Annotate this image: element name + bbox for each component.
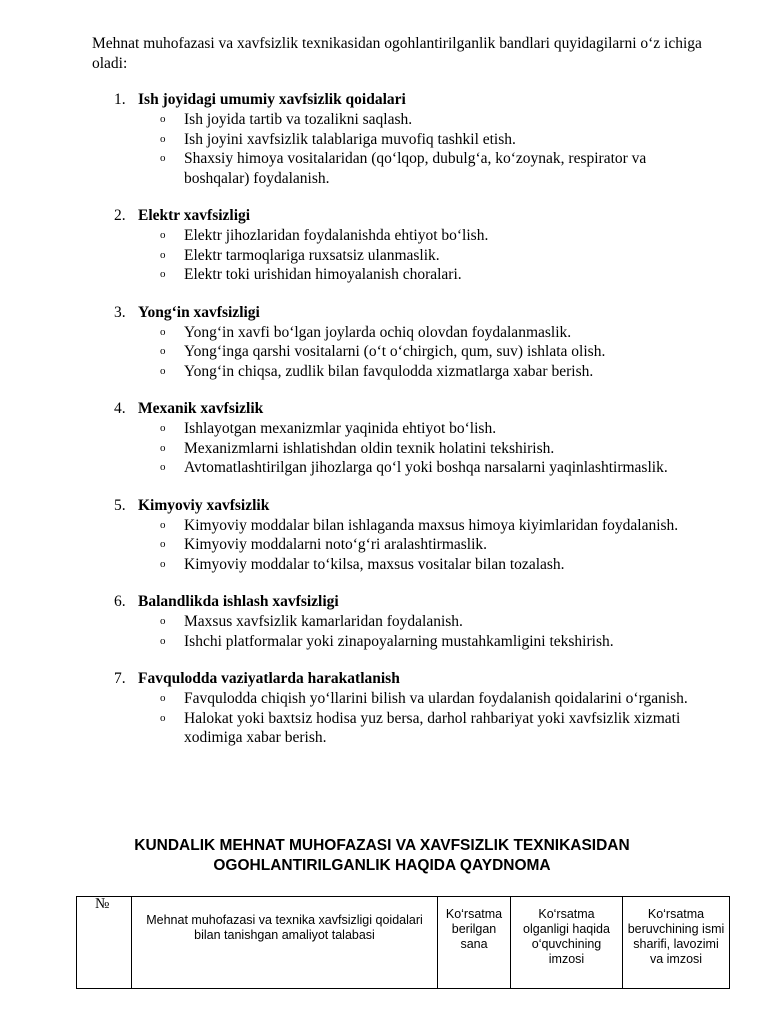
section-number: 6.	[114, 593, 126, 610]
bullet-icon: o	[160, 461, 166, 473]
rule-section	[0, 669, 768, 748]
section-number: 1.	[114, 91, 126, 108]
section-number: 3.	[114, 303, 126, 321]
list-item-text: Elektr toki urishidan himoyalanish choralari.	[184, 266, 462, 283]
list-item-text: Avtomatlashtirilgan jihozlarga qo‘l yoki boshqa narsalarni yaqinlashtirmaslik.	[184, 459, 668, 476]
section-number: 2.	[114, 207, 126, 224]
list-item-text: Kimyoviy moddalarni noto‘g‘ri aralashtirmaslik.	[184, 536, 488, 553]
section-title: Yong‘in xavfsizligi	[138, 303, 260, 321]
section-title: Ish joyidagi umumiy xavfsizlik qoidalari	[138, 91, 406, 108]
bullet-icon: o	[160, 441, 166, 454]
table-header-student-signature: Ko‘rsatma olganligi haqida o‘quvchining imzosi	[511, 897, 623, 989]
list-item-text: Ishchi platformalar yoki zinapoyalarning mustahkamligini tekshirish.	[184, 632, 614, 650]
bullet-icon: o	[160, 692, 166, 704]
section-heading	[0, 669, 768, 689]
bullet-icon: o	[160, 364, 166, 377]
section-heading	[0, 592, 768, 612]
section-heading	[0, 399, 768, 419]
rule-section	[0, 592, 768, 651]
list-item-text: Mexanizmlarni ishlatishdan oldin texnik holatini tekshirish.	[184, 439, 555, 457]
rules-list	[0, 90, 768, 766]
bullet-icon: o	[160, 268, 166, 280]
bullet-icon: o	[160, 325, 166, 338]
list-item	[0, 226, 714, 246]
bullet-icon: o	[160, 538, 166, 550]
bullet-icon: o	[160, 711, 166, 724]
list-item	[0, 458, 714, 478]
bullet-icon: o	[160, 113, 166, 125]
section-title: Kimyoviy xavfsizlik	[138, 496, 270, 514]
bullet-icon: o	[160, 634, 166, 647]
list-item-text: Elektr jihozlaridan foydalanishda ehtiyot bo‘lish.	[184, 227, 489, 244]
table-header-instructor: Ko‘rsatma beruvchining ismi sharifi, lavozimi va imzosi	[623, 897, 730, 989]
section-title: Elektr xavfsizligi	[138, 207, 251, 224]
list-item	[0, 246, 714, 266]
list-item-text: Maxsus xavfsizlik kamarlaridan foydalanish.	[184, 613, 463, 630]
bullet-icon: o	[160, 152, 166, 164]
list-item-text: Yong‘in xavfi bo‘lgan joylarda ochiq olovdan foydalanmaslik.	[184, 323, 572, 341]
list-item	[0, 110, 714, 130]
section-title: Favqulodda vaziyatlarda harakatlanish	[138, 670, 400, 687]
bullet-icon: o	[160, 248, 166, 261]
section-title: Mexanik xavfsizlik	[138, 400, 264, 417]
list-item	[0, 612, 714, 632]
rule-section	[0, 90, 768, 188]
list-item-text: Ishlayotgan mexanizmlar yaqinida ehtiyot bo‘lish.	[184, 420, 497, 437]
list-item	[0, 689, 714, 709]
list-item	[0, 149, 714, 188]
bullet-icon: o	[160, 345, 166, 357]
list-item-text: Shaxsiy himoya vositalaridan (qo‘lqop, dubulg‘a, ko‘zoynak, respirator va boshqalar) foydalanish.	[184, 150, 647, 187]
list-item	[0, 535, 714, 555]
table-header-row	[77, 897, 730, 989]
bullet-icon: o	[160, 615, 166, 627]
list-item-text: Kimyoviy moddalar to‘kilsa, maxsus vositalar bilan tozalash.	[184, 555, 565, 573]
list-item	[0, 439, 714, 459]
section-heading	[0, 496, 768, 516]
list-item	[0, 323, 714, 343]
list-item-text: Yong‘inga qarshi vositalarni (o‘t o‘chirgich, qum, suv) ishlata olish.	[184, 343, 606, 360]
section-number: 4.	[114, 400, 126, 417]
list-item	[0, 709, 714, 748]
list-item	[0, 265, 714, 285]
bullet-icon: o	[160, 229, 166, 241]
rule-section	[0, 399, 768, 478]
list-item	[0, 419, 714, 439]
bullet-icon: o	[160, 557, 166, 570]
list-item	[0, 516, 714, 536]
table-header-date: Ko‘rsatma berilgan sana	[438, 897, 511, 989]
briefing-log-table	[76, 896, 730, 989]
intro-paragraph: Mehnat muhofazasi va xavfsizlik texnikasidan ogohlantirilganlik bandlari quyidagilarni o‘z ichiga oladi:	[92, 35, 702, 72]
section-number: 5.	[114, 496, 126, 514]
list-item-text: Yong‘in chiqsa, zudlik bilan favqulodda xizmatlarga xabar berish.	[184, 362, 594, 380]
rule-section	[0, 303, 768, 382]
list-item	[0, 632, 714, 652]
log-heading: KUNDALIK MEHNAT MUHOFAZASI VA XAVFSIZLIK TEXNIKASIDAN OGOHLANTIRILGANLIK HAQIDA QAYDNOMA	[134, 837, 630, 874]
section-heading	[0, 303, 768, 323]
section-title: Balandlikda ishlash xavfsizligi	[138, 593, 339, 610]
list-item	[0, 362, 714, 382]
section-heading	[0, 206, 768, 226]
list-item-text: Kimyoviy moddalar bilan ishlaganda maxsus himoya kiyimlaridan foydalanish.	[184, 516, 679, 534]
bullet-icon: o	[160, 422, 166, 434]
list-item-text: Halokat yoki baxtsiz hodisa yuz bersa, darhol rahbariyat yoki xavfsizlik xizmati xodimiga xabar berish.	[184, 709, 681, 746]
list-item	[0, 555, 714, 575]
section-number: 7.	[114, 670, 126, 687]
list-item-text: Favqulodda chiqish yo‘llarini bilish va ulardan foydalanish qoidalarini o‘rganish.	[184, 690, 688, 707]
bullet-icon: o	[160, 518, 166, 531]
list-item-text: Elektr tarmoqlariga ruxsatsiz ulanmaslik.	[184, 246, 440, 264]
list-item-text: Ish joyida tartib va tozalikni saqlash.	[184, 111, 413, 128]
list-item	[0, 342, 714, 362]
rule-section	[0, 496, 768, 575]
table-header-number: №	[77, 897, 132, 989]
list-item	[0, 130, 714, 150]
section-heading	[0, 90, 768, 110]
table-header-student: Mehnat muhofazasi va texnika xavfsizligi qoidalari bilan tanishgan amaliyot talabasi	[132, 897, 438, 989]
bullet-icon: o	[160, 132, 166, 145]
rule-section	[0, 206, 768, 285]
list-item-text: Ish joyini xavfsizlik talablariga muvofiq tashkil etish.	[184, 130, 516, 148]
